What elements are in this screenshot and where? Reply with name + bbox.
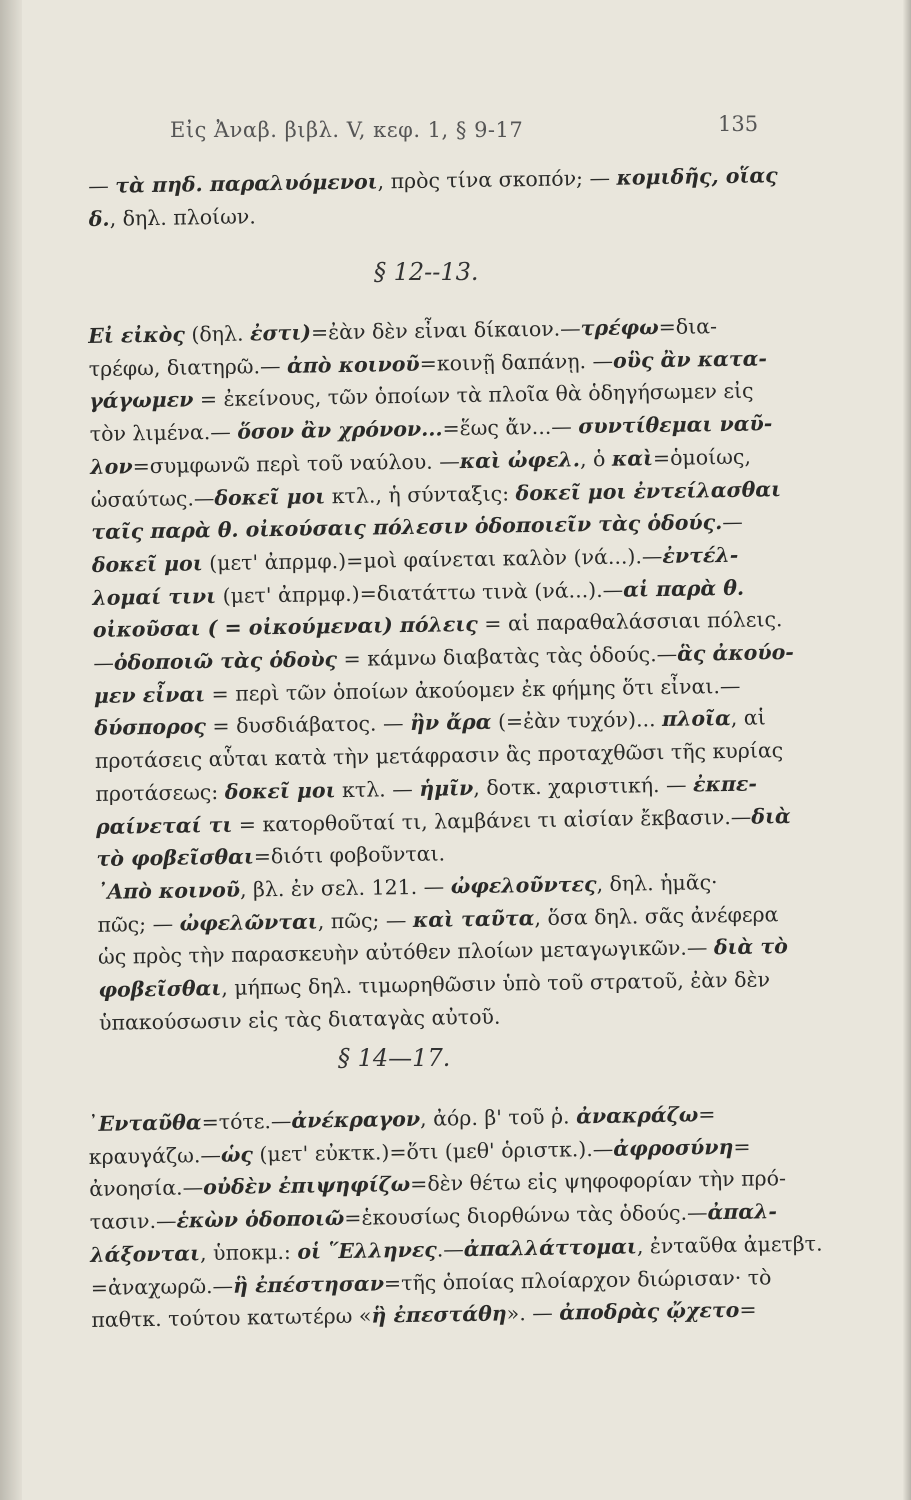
text-line: πῶς; — ὠφελῶνται, πῶς; — καὶ ταῦτα, ὅσα δηλ. σᾶς ἀνέφερα [97,901,779,937]
text-line: ὡς πρὸς τὴν παρασκευὴν αὐτόθεν πλοίων μεταγωγικῶν.— διὰ τὸ [97,934,789,970]
text-line: λάξονται, ὑποκμ.: οἱ ῞Ελληνες.—ἀπαλλάττομαι, ἐνταῦθα ἀμετβτ. [90,1231,823,1267]
paragraph-section-12-13 [88,309,794,1039]
page-number: 135 [718,112,759,136]
text-line: τὸ φοβεῖσθαι=διότι φοβοῦνται. [96,841,446,872]
text-line: ᾿Ενταῦθα=τότε.—ἀνέκραγον, ἀόρ. β' τοῦ ῥ. ἀνακράζω= [88,1102,716,1136]
text-line: φοβεῖσθαι, μήπως δηλ. τιμωρηθῶσιν ὑπὸ τοῦ στρατοῦ, ἐὰν δὲν [98,967,771,1002]
text-line: δοκεῖ μοι (μετ' ἀπρμφ.)=μοὶ φαίνεται καλὸν (νά...).—ἐντέλ- [91,542,739,577]
text-line: ἀνοησία.—οὐδὲν ἐπιψηφίζω=δὲν θέτω εἰς ψηφοφορίαν τὴν πρό- [89,1166,787,1202]
text-line: ᾿Απὸ κοινοῦ, βλ. ἐν σελ. 121. — ὠφελοῦντες, δηλ. ἡμᾶς· [96,870,718,904]
text-line: ταῖς παρὰ θ. οἰκούσαις πόλεσιν ὁδοποιεῖν τὰς ὁδούς.— [91,509,743,545]
text-line: προτάσεως: δοκεῖ μοι κτλ. — ἡμῖν, δοτκ. χαριστική. — ἐκπε- [95,771,758,806]
text-line: γάγωμεν = ἐκείνους, τῶν ὁποίων τὰ πλοῖα θὰ ὁδηγήσωμεν εἰς [89,378,754,414]
text-line: —ὁδοποιῶ τὰς ὁδοὺς = κάμνω διαβατὰς τὰς ὁδούς.—ἃς ἀκούο- [93,639,794,675]
text-line: κραυγάζω.—ὡς (μετ' εὐκτκ.)=ὅτι (μεθ' ὁριστκ.).—ἀφροσύνη= [88,1134,751,1169]
page-edge-shadow [903,0,911,1500]
paragraph-intro [88,159,778,235]
text-line: =ἀναχωρῶ.—ἣ ἐπέστησαν=τῆς ὁποίας πλοίαρχον διώρισαν· τὸ [90,1264,772,1300]
text-line: — τὰ πηδ. παραλυόμενοι, πρὸς τίνα σκοπόν; — κομιδῆς, οἵας [88,163,778,198]
text-line: προτάσεις αὗται κατὰ τὴν μετάφρασιν ἃς προταχθῶσι τῆς κυρίας [94,738,784,774]
text-line: δύσπορος = δυσδιάβατος. — ἢν ἄρα (=ἐὰν τυχόν)... πλοῖα, αἱ [94,705,766,741]
text-line: Εἰ εἰκὸς (δηλ. ἐστι)=ἐὰν δὲν εἶναι δίκαιον.—τρέφω=δια- [88,314,718,348]
page-gutter-shadow [0,0,22,1500]
paragraph-section-14-17 [88,1097,823,1336]
text-line: λομαί τινι (μετ' ἀπρμφ.)=διατάττω τινὰ (νά...).—αἱ παρὰ θ. [92,575,745,610]
text-line: δ., δηλ. πλοίων. [88,204,256,231]
text-line: τρέφω, διατηρῶ.— ἀπὸ κοινοῦ=κοινῇ δαπάνῃ. —οὓς ἂν κατα- [88,346,768,381]
text-line: οἰκοῦσαι ( = οἰκούμεναι) πόλεις = αἱ παραθαλάσσιαι πόλεις. [92,607,783,643]
text-line: ὑπακούσωσιν εἰς τὰς διαταγὰς αὐτοῦ. [98,1004,501,1035]
text-line: τασιν.—ἑκὼν ὁδοποιῶ=ἑκουσίως διορθώνω τὰς ὁδούς.—ἀπαλ- [89,1199,778,1235]
text-line: τὸν λιμένα.— ὅσον ἂν χρόνον...=ἕως ἄν...— συντίθεμαι ναῦ- [89,411,773,447]
text-line: παθτκ. τούτου κατωτέρω «ἣ ἐπεστάθη». — ἀποδρὰς ᾤχετο= [91,1297,757,1333]
section-heading: § 14—17. [338,1044,451,1072]
section-heading: § 12--13. [374,258,479,286]
text-line: ὡσαύτως.—δοκεῖ μοι κτλ., ἡ σύνταξις: δοκεῖ μοι ἐντείλασθαι [90,476,782,512]
text-line: λον=συμφωνῶ περὶ τοῦ ναύλου. —καὶ ὠφελ., ὁ καὶ=ὁμοίως, [90,444,752,479]
text-line: μεν εἶναι = περὶ τῶν ὁποίων ἀκούομεν ἐκ φήμης ὅτι εἶναι.— [93,673,741,708]
text-line: ραίνεταί τι = κατορθοῦταί τι, λαμβάνει τι αἰσίαν ἔκβασιν.—διὰ [95,803,791,839]
running-header: Εἰς Ἀναβ. βιβλ. V, κεφ. 1, § 9-17 [170,118,524,142]
